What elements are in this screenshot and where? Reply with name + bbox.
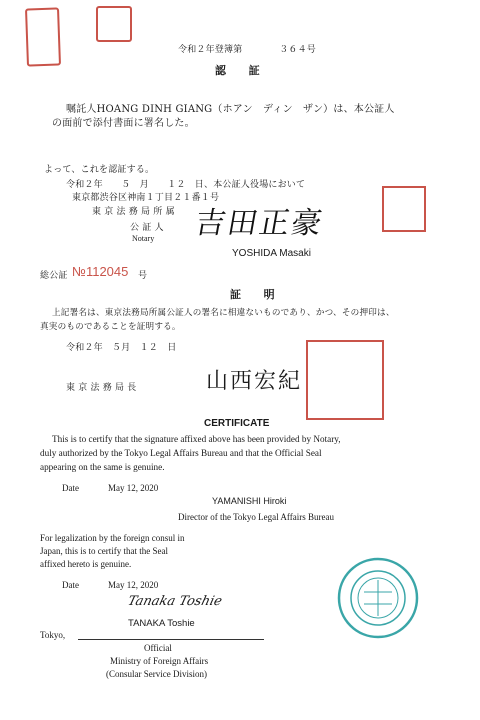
proof-number: №112045 [72,264,129,279]
office-address: 東京都渋谷区神南１丁目２１番１号 [72,193,220,203]
top-left-seal [25,7,61,66]
notary-label-jp: 公 証 人 [130,223,164,233]
certify-text: よって、これを認証する。 [44,165,155,175]
document-title-ninsho: 認 証 [215,64,260,77]
certificate-date-value: May 12, 2020 [108,483,159,493]
director-name: 山西宏紀 [206,369,303,394]
body-line-2: の面前で添付書面に署名した。 [52,118,195,129]
body-line-1: 嘱託人HOANG DINH GIANG（ホアン ディン ザン）は、本公証人 [66,104,395,115]
ministry-seal [336,556,420,640]
certificate-line-1: This is to certify that the signature affixed above has been provided by Notary, [52,434,341,444]
proof-text-1: 上記署名は、東京法務局所属公証人の署名に相違ないものであり、かつ、その押印は、 [52,308,395,318]
director-position: Director of the Tokyo Legal Affairs Bureau [178,512,334,522]
proof-number-suffix: 号 [138,271,148,281]
bureau-seal [306,340,384,420]
notary-label-en: Notary [132,234,155,243]
tanaka-signature: Tanaka Toshie [126,594,224,609]
director-title: 東 京 法 務 局 長 [66,383,137,393]
proof-date: 令和２年 ５月 １２ 日 [66,343,177,353]
division-label: (Consular Service Division) [106,669,207,679]
certificate-title: CERTIFICATE [204,418,270,429]
legalization-line-2: Japan, this is to certify that the Seal [40,546,168,556]
proof-title: 証 明 [230,288,275,301]
legalization-date-value: May 12, 2020 [108,580,159,590]
notary-signature: 吉田正豪 [192,206,327,241]
notary-seal [382,186,426,232]
proof-text-2: 真実のものであることを証明する。 [40,322,181,332]
legalization-line-3: affixed hereto is genuine. [40,559,132,569]
legalization-date-label: Date [62,580,79,590]
tanaka-name: TANAKA Toshie [128,618,195,629]
signature-line [78,639,264,640]
certificate-date-label: Date [62,483,79,493]
official-label: Official [144,643,172,653]
proof-number-label: 総公証 [40,271,68,281]
certificate-line-3: appearing on the same is genuine. [40,462,165,472]
bureau-affiliation: 東 京 法 務 局 所 属 [92,207,175,217]
notary-romaji-name: YOSHIDA Masaki [232,248,311,259]
registration-number: 令和２年登簿第 ３６４号 [178,45,317,55]
date-place-line: 令和２年 ５ 月 １２ 日、本公証人役場において [66,180,306,190]
ministry-label: Ministry of Foreign Affairs [110,656,209,666]
director-romaji-name: YAMANISHI Hiroki [212,496,287,506]
place-tokyo: Tokyo, [40,630,66,640]
top-seal-2 [96,6,132,42]
certificate-line-2: duly authorized by the Tokyo Legal Affairs Bureau and that the Official Seal [40,448,322,458]
legalization-line-1: For legalization by the foreign consul in [40,533,185,543]
